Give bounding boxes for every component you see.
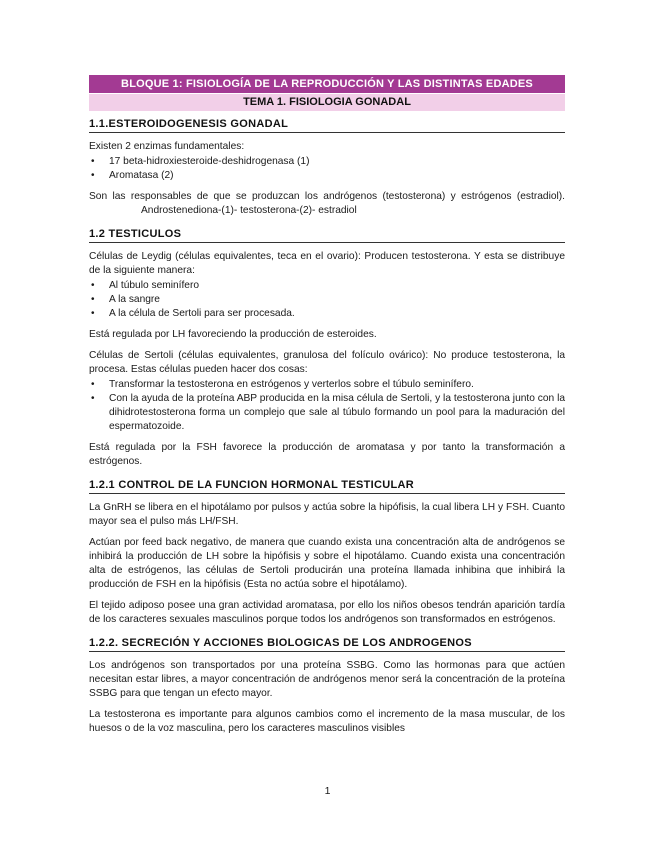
page-number: 1: [324, 785, 331, 797]
paragraph: La testosterona es importante para algunos cambios como el incremento de la masa muscular, de los huesos o de la voz masculina, pero los caracteres masculinos visibles: [89, 709, 565, 734]
page-content: [89, 75, 565, 743]
bullet-list: [89, 279, 565, 321]
paragraph: Actúan por feed back negativo, de manera que cuando exista una concentración alta de andrógenos se inhibirá la producción de LH sobre la hipófisis y sobre el hipotálamo. Cuando exista una concentración alta de estrógenos, las células de Sertoli producirán una proteína llamada inhibina que inhibirá la producción de FSH en la hipófisis (Esta no actúa sobre el hipotálamo).: [89, 537, 565, 590]
paragraph: Células de Leydig (células equivalentes, teca en el ovario): Producen testosterona. Y esta se distribuye de la siguiente manera:: [89, 251, 565, 276]
list-item: • Aromatasa (2): [89, 169, 565, 183]
list-item: • A la sangre: [89, 293, 565, 307]
paragraph: La GnRH se libera en el hipotálamo por pulsos y actúa sobre la hipófisis, la cual libera LH y FSH. Cuanto mayor sea el pulso más LH/FSH.: [89, 502, 565, 527]
paragraph: Los andrógenos son transportados por una proteína SSBG. Como las hormonas para que actúen necesitan estar libres, a mayor concentración de andrógenos menor será la concentración de la proteína SSBG para que tengan un efecto mayor.: [89, 660, 565, 699]
section-heading-testiculos: 1.2 TESTICULOS: [89, 225, 565, 243]
list-item: • A la célula de Sertoli para ser procesada.: [89, 307, 565, 321]
paragraph: El tejido adiposo posee una gran actividad aromatasa, por ello los niños obesos tendrán aparición tardía de los caracteres sexuales masculinos porque todos los andrógenos son transformados en estrógenos.: [89, 600, 565, 625]
list-item: • 17 beta-hidroxiesteroide-deshidrogenasa (1): [89, 155, 565, 169]
section-heading-control-hormonal: 1.2.1 CONTROL DE LA FUNCION HORMONAL TESTICULAR: [89, 476, 565, 494]
bullet-list: [89, 155, 565, 183]
paragraph: Está regulada por la FSH favorece la producción de aromatasa y por tanto la transformación a estrógenos.: [89, 442, 565, 467]
list-item: • Al túbulo seminífero: [89, 279, 565, 293]
section-heading-esteroidogenesis: 1.1.ESTEROIDOGENESIS GONADAL: [89, 115, 565, 133]
list-item: • Transformar la testosterona en estrógenos y verterlos sobre el túbulo seminífero.: [89, 378, 565, 392]
paragraph: [89, 190, 565, 218]
section-heading-androgenos: 1.2.2. SECRECIÓN Y ACCIONES BIOLOGICAS DE LOS ANDROGENOS: [89, 634, 565, 652]
paragraph-text: Son las responsables de que se produzcan los andrógenos (testosterona) y estrógenos (estradiol).: [89, 191, 565, 202]
paragraph: Existen 2 enzimas fundamentales:: [89, 141, 245, 152]
topic-title-banner: TEMA 1. FISIOLOGIA GONADAL: [89, 94, 565, 111]
paragraph: Está regulada por LH favoreciendo la producción de esteroides.: [89, 329, 377, 340]
block-title-banner: BLOQUE 1: FISIOLOGÍA DE LA REPRODUCCIÓN Y LAS DISTINTAS EDADES: [89, 75, 565, 93]
list-item: • Con la ayuda de la proteína ABP producida en la misa célula de Sertoli, y la testosterona junto con la dihidrotestosterona forma un complejo que sale al túbulo formando un pool para la maduración del espermatozoide.: [89, 392, 565, 434]
reaction-text: Androstenediona-(1)- testosterona-(2)- estradiol: [141, 205, 357, 216]
paragraph: Células de Sertoli (células equivalentes, granulosa del folículo ovárico): No produce testosterona, la procesa. Estas células pueden hacer dos cosas:: [89, 350, 565, 375]
bullet-list: [89, 378, 565, 434]
